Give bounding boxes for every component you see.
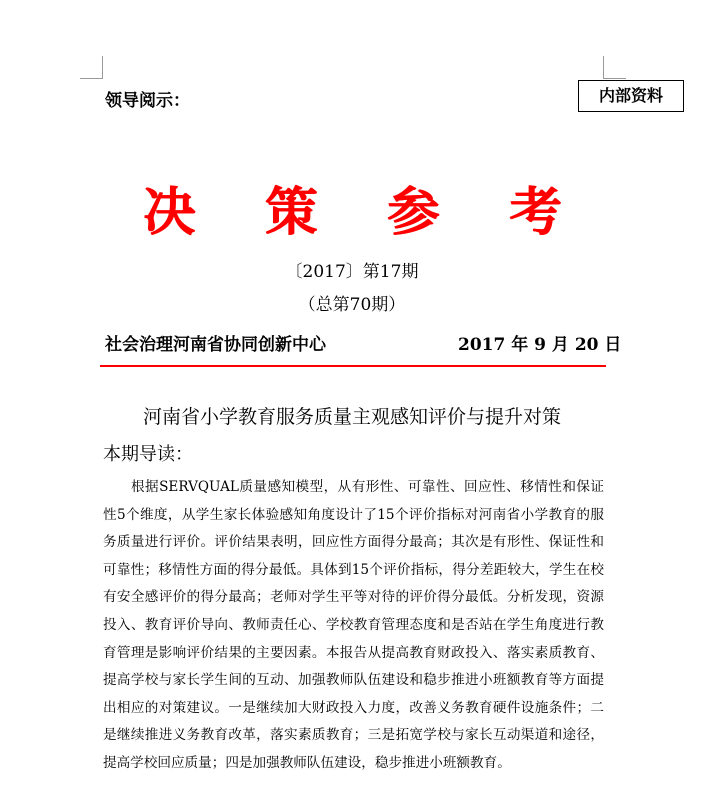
issue-number: 〔2017〕第17期 <box>285 262 419 282</box>
total-issue-number: （总第70期） <box>298 295 406 315</box>
red-divider <box>100 365 606 367</box>
masthead-title: 决 策 参 考 <box>142 183 588 243</box>
summary-paragraph: 根据SERVQUAL质量感知模型，从有形性、可靠性、回应性、移情性和保证性5个维度，从学生家长体验感知角度设计了15个评价指标对河南省小学教育的服务质量进行评价。评价结果表明，回应性方面得分最高；其次是有形性、保证性和可靠性；移情性方面的得分最低。具体到15个评价指标，得分差距较大，学生在校有安全感评价的得分最高；老师对学生平等对待的评价得分最低。分析发现，资源投入、教育评价导向、教师责任心、学校教育管理态度和是否站在学生角度进行教育管理是影响评价结果的主要因素。本报告从提高教育财政投入、落实素质教育、提高学校与家长学生间的互动、加强教师队伍建设和稳步推进小班额教育等方面提出相应的对策建议。一是继续加大财政投入力度，改善义务教育硬件设施条件；二是继续推进义务教育改革，落实素质教育；三是拓宽学校与家长互动渠道和途径，提高学校回应质量；四是加强教师队伍建设，稳步推进小班额教育。 <box>103 479 604 771</box>
organization-name: 社会治理河南省协同创新中心 <box>105 335 326 355</box>
margin-mark-left <box>80 56 103 79</box>
guide-heading: 本期导读： <box>103 444 193 465</box>
report-title: 河南省小学教育服务质量主观感知评价与提升对策 <box>142 406 561 428</box>
classification-badge: 内部资料 <box>578 80 684 112</box>
leader-review-label: 领导阅示： <box>105 91 190 111</box>
margin-mark-right <box>603 56 626 79</box>
publication-date: 2017 年 9 月 20 日 <box>458 335 622 355</box>
